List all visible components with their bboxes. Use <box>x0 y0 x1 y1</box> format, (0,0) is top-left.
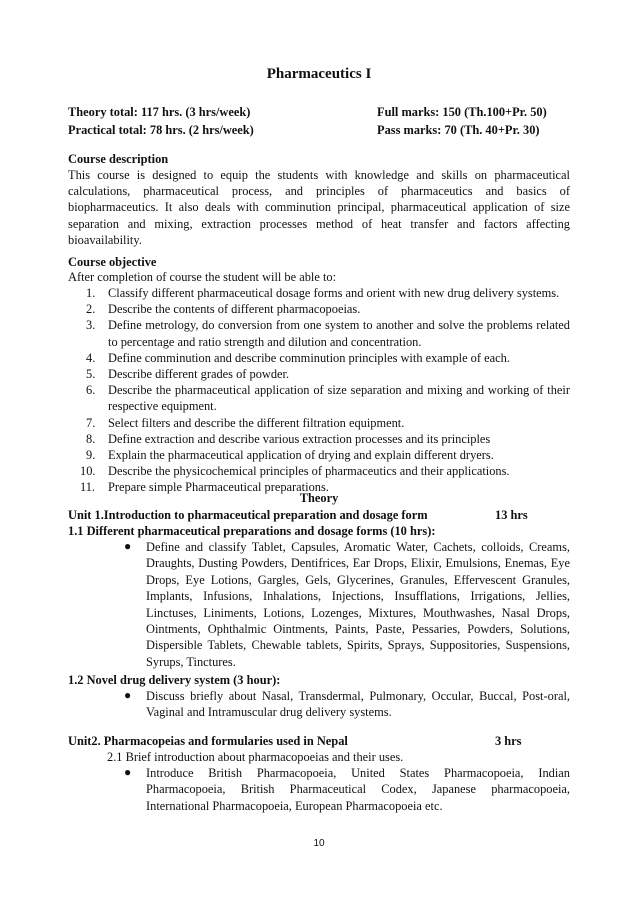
course-description-heading: Course description <box>68 152 169 166</box>
unit2-hours: 3 hrs <box>495 734 522 748</box>
course-description-text: This course is designed to equip the students with knowledge and skills on pharmaceutical calculations, pharmaceutical process, and principles of pharmaceutics and basics of biopharmaceutics. It also deals with comminution principal, pharmaceutical application of size separation and mixing, extraction processes method of heat transfer and factors affecting bioavailability. <box>68 168 570 247</box>
unit1-sub2-bullet: Discuss briefly about Nasal, Transdermal, Pulmonary, Occular, Buccal, Post-oral, Vaginal and Intramuscular drug delivery systems. <box>146 689 570 720</box>
bullet-icon: ● <box>124 765 132 779</box>
objective-item: 7. Select filters and describe the different filtration equipment. <box>86 415 405 430</box>
unit1-sub1-bullet: Define and classify Tablet, Capsules, Aromatic Water, Cachets, colloids, Creams, Draughts, Dusting Powders, Dentifrices, Ear Drops, Elixir, Emulsions, Enemas, Eye Drops, Eye Lotions, Gargles, Gels, Glycerines, Granules, Effervescent Granules, Implants, Infusions, Inhalations, Injections, Insufflations, Irrigations, Jellies, Linctuses, Liniments, Lotions, Lozenges, Mixtures, Mouthwashes, Nasal Drops, Ointments, Ophthalmic Ointments, Paints, Paste, Pessaries, Powders, Solutions, Dispersible Tablets, Chewable tablets, Spirits, Sprays, Suppositories, Suspensions, Syrups, Tinctures. <box>146 540 570 669</box>
objective-item: 8. Define extraction and describe various extraction processes and its principles <box>86 431 491 446</box>
practical-total: Practical total: 78 hrs. (2 hrs/week) <box>68 123 254 137</box>
unit1-sub2-title: 1.2 Novel drug delivery system (3 hour): <box>68 673 281 687</box>
course-objective-intro: After completion of course the student will be able to: <box>68 270 337 284</box>
objective-item: 6. Describe the pharmaceutical application of size separation and mixing and working of their respective equipment. <box>86 383 570 414</box>
full-marks: Full marks: 150 (Th.100+Pr. 50) <box>377 105 547 119</box>
objective-item: 9. Explain the pharmaceutical application of drying and explain different dryers. <box>86 448 494 463</box>
unit1-hours: 13 hrs <box>495 508 528 522</box>
course-objective-heading: Course objective <box>68 255 157 269</box>
bullet-icon: ● <box>124 688 132 702</box>
unit2-row <box>68 733 570 749</box>
pass-marks: Pass marks: 70 (Th. 40+Pr. 30) <box>377 123 540 137</box>
bullet-icon: ● <box>124 539 132 553</box>
page-number: 10 <box>313 838 325 849</box>
page-title: Pharmaceutics I <box>266 66 372 82</box>
objective-item: 4. Define comminution and describe comminution principles with example of each. <box>86 350 510 365</box>
objective-item: 2. Describe the contents of different pharmacopoeias. <box>86 302 361 317</box>
unit2-sub1-title: 2.1 Brief introduction about pharmacopoeias and their uses. <box>107 750 404 764</box>
unit2-sub1-bullet: Introduce British Pharmacopoeia, United States Pharmacopoeia, Indian Pharmacopoeia, British Pharmaceutical Codex, Japanese pharmacopoeia, International Pharmacopoeia, European Pharmacopoeia etc. <box>146 766 570 813</box>
unit1-title: Unit 1.Introduction to pharmaceutical preparation and dosage form <box>68 508 428 522</box>
objective-item: 3. Define metrology, do conversion from one system to another and solve the problems related to percentage and ratio strength and dilution and concentration. <box>86 318 570 349</box>
objective-item: 10. Describe the physicochemical principles of pharmaceutics and their applications. <box>80 464 510 479</box>
objective-item: 5. Describe different grades of powder. <box>86 367 290 382</box>
unit1-row <box>68 507 570 523</box>
objective-list <box>68 285 570 496</box>
objective-item: 1. Classify different pharmaceutical dosage forms and orient with new drug delivery systems. <box>86 286 560 300</box>
objective-item: 11. Prepare simple Pharmaceutical preparations. <box>80 480 329 495</box>
unit1-sub1-title: 1.1 Different pharmaceutical preparations and dosage forms (10 hrs): <box>68 524 436 538</box>
theory-heading: Theory <box>299 491 339 505</box>
unit2-title: Unit2. Pharmacopeias and formularies used in Nepal <box>68 734 348 748</box>
theory-total: Theory total: 117 hrs. (3 hrs/week) <box>68 105 251 119</box>
